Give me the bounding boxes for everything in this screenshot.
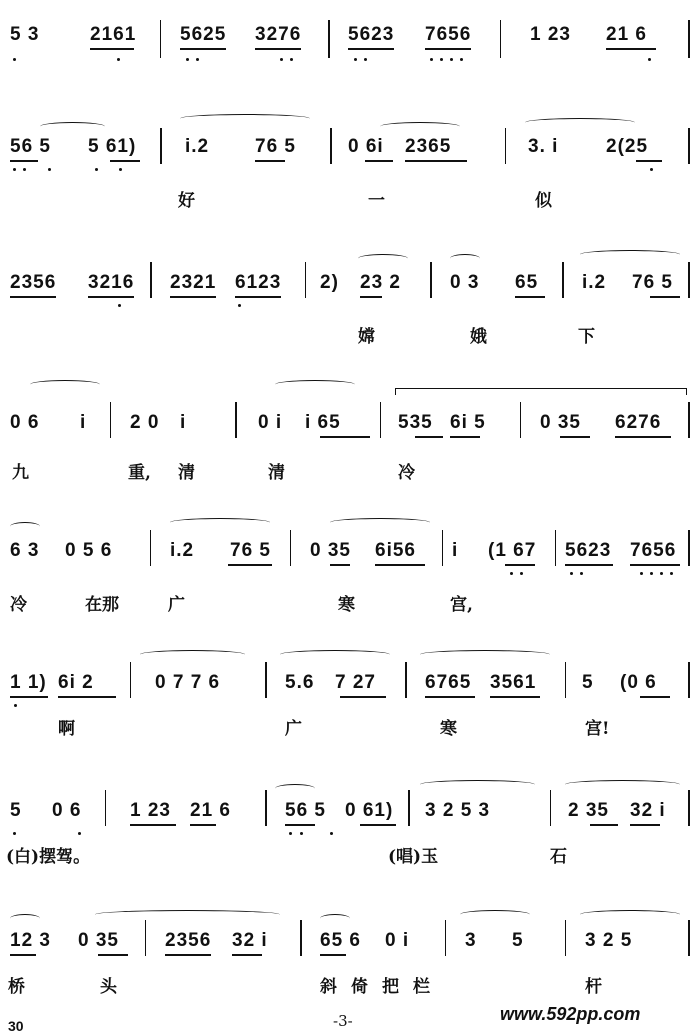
note-group: 21 6 — [190, 800, 231, 821]
note-group: 5 — [512, 930, 524, 951]
barline — [160, 128, 162, 164]
note-group: i 65 — [305, 412, 341, 433]
barline — [442, 530, 443, 566]
barline — [688, 662, 690, 698]
note-group: 6765 — [425, 672, 472, 693]
score-row-4 — [0, 380, 700, 483]
barline — [305, 262, 306, 298]
lyric: 石 — [550, 847, 567, 867]
note-group: 0 i — [258, 412, 283, 433]
barline — [500, 20, 501, 58]
note-group: 5623 — [565, 540, 612, 561]
note-group: 5 61) — [88, 136, 137, 157]
note-group: 23 2 — [360, 272, 401, 293]
note-group: 76 5 — [632, 272, 673, 293]
barline — [290, 530, 291, 566]
barline — [445, 920, 446, 956]
lyric: 娥 — [470, 327, 487, 347]
lyric: (唱)玉 — [388, 847, 439, 867]
lyric: 九 — [12, 463, 29, 483]
barline — [235, 402, 237, 438]
note-group: 6123 — [235, 272, 282, 293]
score-row-8 — [0, 900, 700, 1000]
note-group: 2 35 — [568, 800, 609, 821]
barline — [130, 662, 131, 698]
note-group: 0 35 — [310, 540, 351, 561]
note-group: 3216 — [88, 272, 135, 293]
note-group: 76 5 — [230, 540, 271, 561]
note-group: i — [180, 412, 187, 433]
note-group: 5 — [582, 672, 594, 693]
note-group: 2356 — [10, 272, 57, 293]
score-row-1 — [0, 20, 700, 80]
note-group: 7656 — [425, 24, 472, 45]
lyric: 寒 — [440, 719, 457, 739]
note-group: i — [80, 412, 87, 433]
barline — [688, 530, 690, 566]
note-group: 1 1) — [10, 672, 47, 693]
lyric: 清 — [268, 463, 285, 483]
note-group: 0 35 — [540, 412, 581, 433]
barline — [688, 402, 690, 438]
note-group: 2365 — [405, 136, 452, 157]
next-page-number-fragment: 30 — [8, 1018, 24, 1034]
barline — [150, 530, 151, 566]
note-group: 6i 5 — [450, 412, 486, 433]
barline — [160, 20, 161, 58]
note-group: 3 2 5 3 — [425, 800, 491, 821]
lyric: 广 — [168, 595, 185, 615]
barline — [265, 662, 267, 698]
barline — [688, 128, 690, 164]
lyric: 斜倚把栏 — [320, 977, 444, 997]
note-group: 3561 — [490, 672, 537, 693]
note-group: 65 6 — [320, 930, 361, 951]
barline — [565, 920, 566, 956]
score-row-6 — [0, 640, 700, 740]
lyric: 宫, — [450, 595, 473, 615]
lyric: 冷 — [10, 595, 27, 615]
lyric: 啊 — [58, 719, 75, 739]
lyric: 广 — [285, 719, 302, 739]
note-group: 21 6 — [606, 24, 647, 45]
note-group: 0 i — [385, 930, 410, 951]
note-group: 6276 — [615, 412, 662, 433]
score-row-5 — [0, 508, 700, 618]
note-group: 56 5 — [10, 136, 51, 157]
lyric: 重, — [128, 463, 151, 483]
note-group: 5625 — [180, 24, 227, 45]
lyric: 嫦 — [358, 327, 375, 347]
barline — [688, 20, 690, 58]
note-group: i.2 — [185, 136, 210, 157]
note-group: 2) — [320, 272, 339, 293]
lyric: 头 — [100, 977, 117, 997]
lyric: 在那 — [85, 595, 119, 615]
note-group: 0 6 — [52, 800, 82, 821]
note-group: 0 3 — [450, 272, 480, 293]
note-group: 2161 — [90, 24, 137, 45]
note-group: (0 6 — [620, 672, 657, 693]
note-group: 5 — [10, 800, 22, 821]
lyric: 杆 — [585, 977, 602, 997]
barline — [565, 662, 566, 698]
barline — [688, 262, 690, 298]
note-group: 3276 — [255, 24, 302, 45]
note-group: 32 i — [630, 800, 666, 821]
barline — [110, 402, 111, 438]
barline — [688, 920, 690, 956]
barline — [330, 128, 332, 164]
lyric: 好 — [178, 191, 195, 211]
barline — [688, 790, 690, 826]
lyric: 宫! — [585, 719, 610, 739]
barline — [550, 790, 551, 826]
barline — [328, 20, 330, 58]
lyric: (白)摆驾。 — [6, 847, 91, 867]
lyric: 似 — [535, 191, 552, 211]
lyric: 寒 — [338, 595, 355, 615]
barline — [265, 790, 267, 826]
note-group: 5.6 — [285, 672, 315, 693]
note-group: 0 5 6 — [65, 540, 113, 561]
lyric: 清 — [178, 463, 195, 483]
note-group: 3 2 5 — [585, 930, 633, 951]
note-group: 2(25 — [606, 136, 649, 157]
lyric: 一 — [368, 191, 385, 211]
barline — [300, 920, 302, 956]
note-group: 3 — [465, 930, 477, 951]
score-row-3 — [0, 248, 700, 347]
note-group: 5 3 — [10, 24, 40, 45]
barline — [505, 128, 506, 164]
note-group: 5623 — [348, 24, 395, 45]
note-group: 1 23 — [130, 800, 171, 821]
note-group: 2356 — [165, 930, 212, 951]
note-group: 0 6i — [348, 136, 384, 157]
barline — [562, 262, 564, 298]
note-group: 3. i — [528, 136, 559, 157]
lyric: 冷 — [398, 463, 415, 483]
note-group: 0 7 7 6 — [155, 672, 221, 693]
note-group: i.2 — [170, 540, 195, 561]
barline — [555, 530, 556, 566]
barline — [105, 790, 106, 826]
note-group: 6i 2 — [58, 672, 94, 693]
note-group: (1 67 — [488, 540, 537, 561]
note-group: 0 35 — [78, 930, 119, 951]
note-group: 7656 — [630, 540, 677, 561]
page-number: -3- — [333, 1012, 353, 1030]
barline — [380, 402, 381, 438]
note-group: 2321 — [170, 272, 217, 293]
note-group: 12 3 — [10, 930, 51, 951]
note-group: 1 23 — [530, 24, 571, 45]
note-group: 2 0 — [130, 412, 160, 433]
lyric: 下 — [578, 327, 595, 347]
note-group: 535 — [398, 412, 433, 433]
barline — [430, 262, 432, 298]
barline — [520, 402, 521, 438]
website-watermark: www.592pp.com — [500, 1004, 641, 1024]
note-group: 56 5 — [285, 800, 326, 821]
note-group: 6i56 — [375, 540, 416, 561]
barline — [150, 262, 152, 298]
note-group: 7 27 — [335, 672, 376, 693]
barline — [405, 662, 407, 698]
note-group: i.2 — [582, 272, 607, 293]
barline — [408, 790, 410, 826]
note-group: 6 3 — [10, 540, 40, 561]
barline — [145, 920, 146, 956]
lyric: 桥 — [8, 977, 25, 997]
note-group: 32 i — [232, 930, 268, 951]
note-group: 0 6 — [10, 412, 40, 433]
note-group: 65 — [515, 272, 539, 293]
score-row-2 — [0, 122, 700, 217]
note-group: 0 61) — [345, 800, 394, 821]
note-group: i — [452, 540, 459, 561]
score-row-7 — [0, 770, 700, 870]
note-group: 76 5 — [255, 136, 296, 157]
